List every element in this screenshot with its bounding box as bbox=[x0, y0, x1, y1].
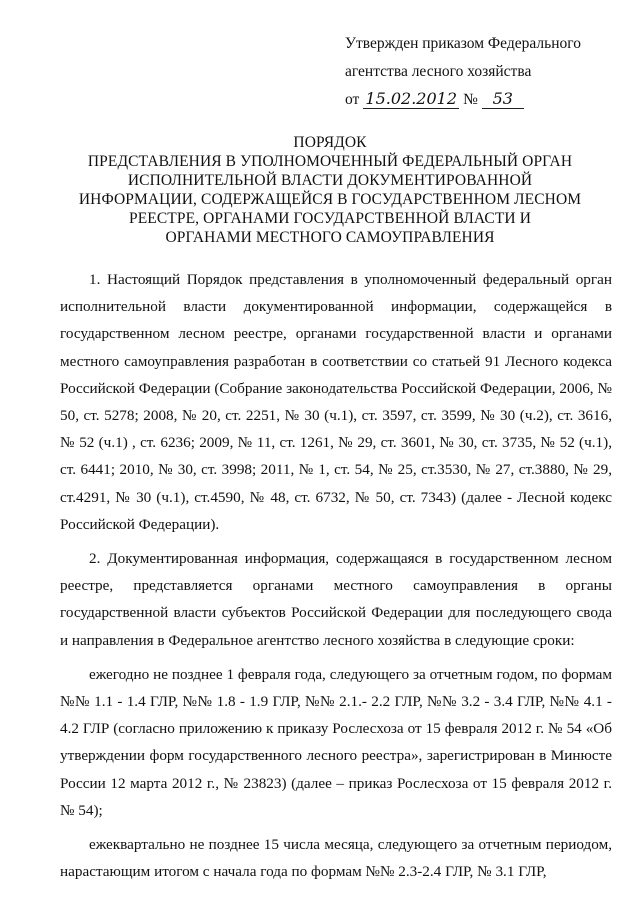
title-line-3: ИСПОЛНИТЕЛЬНОЙ ВЛАСТИ ДОКУМЕНТИРОВАННОЙ bbox=[127, 172, 533, 189]
title-line-5: РЕЕСТРЕ, ОРГАНАМИ ГОСУДАРСТВЕННОЙ ВЛАСТИ И bbox=[128, 210, 531, 227]
document-title bbox=[70, 133, 590, 247]
paragraph-4: ежеквартально не позднее 15 числа месяца, следующего за отчетным периодом, нарастающим итогом с начала года по формам №№ 2.3-2.4 ГЛР, № 3.1 ГЛР, bbox=[60, 836, 612, 881]
approval-line-2: агентства лесного хозяйства bbox=[345, 63, 532, 80]
date-handwritten: 15.02.2012 bbox=[363, 90, 459, 109]
paragraph-3: ежегодно не позднее 1 февраля года, следующего за отчетным годом, по формам №№ 1.1 - 1.4 ГЛР, №№ 1.8 - 1.9 ГЛР, №№ 2.1.- 2.2 ГЛР, №№ 3.2 - 3.4 ГЛР, №№ 4.1 - 4.2 ГЛР (согласно приложению к приказу Рослесхоза от 15 февраля 2012 г. № 54 «Об утверждении форм государственного лесного реестра», зарегистрирован в Минюсте России 12 марта 2012 г., № 23823) (далее – приказ Рослесхоза от 15 февраля 2012 г. № 54); bbox=[60, 665, 612, 819]
paragraph-2: 2. Документированная информация, содержащаяся в государственном лесном реестре, представляется органами местного самоуправления в органы государственной власти субъектов Российской Федерации для последующего свода и направления в Федеральное агентство лесного хозяйства в следующие сроки: bbox=[60, 550, 612, 649]
paragraph-1: 1. Настоящий Порядок представления в уполномоченный федеральный орган исполнительной власти документированной информации, содержащейся в государственном лесном реестре, органами государственной власти и органами местного самоуправления разработан в соответствии со статьей 91 Лесного кодекса Российской Федерации (Собрание законодательства Российской Федерации, 2006, № 50, ст. 5278; 2008, № 20, ст. 2251, № 30 (ч.1), ст. 3597, ст. 3599, № 30 (ч.2), ст. 3616, № 52 (ч.1) , ст. 6236; 2009, № 11, ст. 1261, № 29, ст. 3601, № 30, ст. 3735, № 52 (ч.1), ст. 6441; 2010, № 30, ст. 3998; 2011, № 1, ст. 54, № 25, ст.3530, № 27, ст.3880, № 29, ст.4291, № 30 (ч.1), ст.4590, № 48, ст. 6732, № 50, ст. 7343) (далее - Лесной кодекс Российской Федерации). bbox=[60, 271, 612, 533]
document-body bbox=[60, 266, 612, 885]
title-line-2: ПРЕДСТАВЛЕНИЯ В УПОЛНОМОЧЕННЫЙ ФЕДЕРАЛЬНЫЙ ОРГАН bbox=[87, 153, 573, 170]
number-handwritten: 53 bbox=[482, 90, 524, 109]
approval-date-line bbox=[345, 86, 625, 114]
approval-stamp bbox=[345, 30, 625, 114]
title-line-6: ОРГАНАМИ МЕСТНОГО САМОУПРАВЛЕНИЯ bbox=[165, 229, 495, 246]
title-line-1: ПОРЯДОК bbox=[293, 134, 367, 151]
number-label: № bbox=[463, 91, 478, 108]
title-line-4: ИНФОРМАЦИИ, СОДЕРЖАЩЕЙСЯ В ГОСУДАРСТВЕННОМ ЛЕСНОМ bbox=[78, 191, 582, 208]
date-prefix: от bbox=[345, 91, 360, 108]
approval-line-1: Утвержден приказом Федерального bbox=[345, 35, 581, 52]
